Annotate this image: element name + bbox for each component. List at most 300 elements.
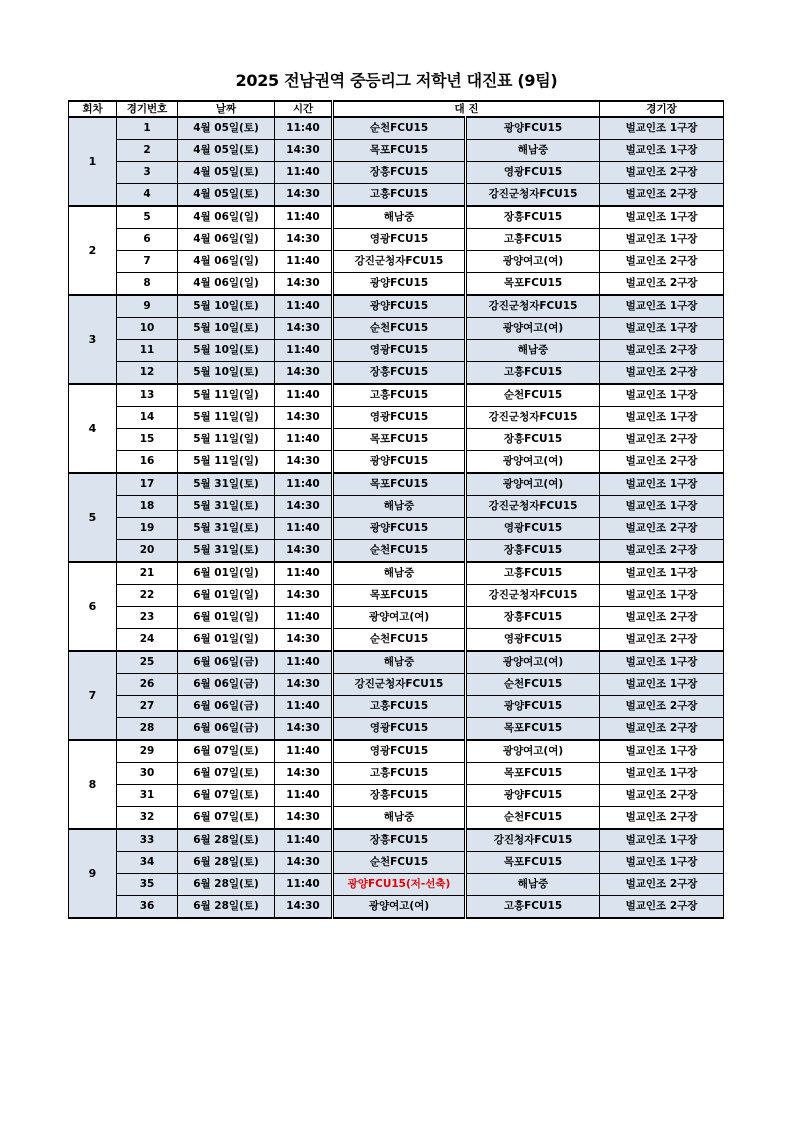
match-time-text: 11:40: [286, 745, 320, 757]
match-row: [69, 629, 724, 652]
match-date-text: 4월 05일(토): [193, 122, 259, 134]
match-date-text: 6월 06일(금): [193, 678, 259, 690]
match-number-text: 8: [143, 277, 151, 289]
home-team-text: 광양FCU15(저-선축): [347, 878, 451, 890]
match-venue-text: 벌교인조 1구장: [625, 322, 698, 334]
match-date: [178, 407, 275, 429]
away-team-text: 장흥FCU15: [503, 433, 563, 445]
match-venue: [600, 451, 724, 474]
match-venue: [600, 696, 724, 718]
match-time-text: 11:40: [286, 389, 320, 401]
away-team: [466, 651, 600, 674]
match-number: [117, 429, 178, 451]
match-number-text: 35: [139, 878, 155, 890]
away-team-text: 광양여고(여): [502, 455, 564, 467]
home-team: [333, 674, 466, 696]
match-number-text: 23: [139, 611, 155, 623]
match-number: [117, 229, 178, 251]
match-number-text: 24: [139, 633, 155, 645]
match-row: [69, 496, 724, 518]
away-team: [466, 562, 600, 585]
match-venue-text: 벌교인조 2구장: [625, 366, 698, 378]
match-row: [69, 874, 724, 896]
match-date-text: 6월 06일(금): [193, 700, 259, 712]
match-row: [69, 407, 724, 429]
match-date-text: 5월 10일(토): [193, 344, 259, 356]
round-number: 4: [69, 384, 117, 473]
header-venue: 경기장: [600, 101, 724, 117]
match-date: [178, 362, 275, 385]
home-team: [333, 896, 466, 919]
match-number: [117, 740, 178, 763]
match-venue: [600, 496, 724, 518]
match-time: [275, 384, 333, 407]
match-time-text: 11:40: [286, 878, 320, 890]
match-venue: [600, 229, 724, 251]
home-team-text: 광양FCU15: [369, 300, 429, 312]
match-number-text: 9: [143, 300, 151, 312]
away-team-text: 광양여고(여): [502, 322, 564, 334]
away-team: [466, 518, 600, 540]
match-number-text: 22: [139, 589, 155, 601]
match-date-text: 6월 07일(토): [193, 767, 259, 779]
match-time-text: 14:30: [286, 811, 320, 823]
match-time-text: 14:30: [286, 633, 320, 645]
match-time-text: 14:30: [286, 366, 320, 378]
match-date-text: 4월 06일(일): [193, 211, 259, 223]
match-venue: [600, 184, 724, 207]
home-team: [333, 251, 466, 273]
home-team-text: 강진군청자FCU15: [354, 255, 444, 267]
match-venue: [600, 407, 724, 429]
home-team-text: 순천FCU15: [369, 544, 429, 556]
match-number-text: 10: [139, 322, 155, 334]
home-team: [333, 318, 466, 340]
match-number: [117, 852, 178, 874]
match-time-text: 11:40: [286, 122, 320, 134]
match-number: [117, 807, 178, 830]
match-row: [69, 140, 724, 162]
match-venue: [600, 785, 724, 807]
away-team: [466, 206, 600, 229]
match-date: [178, 807, 275, 830]
home-team-text: 영광FCU15: [369, 233, 429, 245]
match-date: [178, 696, 275, 718]
match-venue-text: 벌교인조 1구장: [625, 211, 698, 223]
match-venue: [600, 874, 724, 896]
match-venue: [600, 273, 724, 296]
match-number: [117, 874, 178, 896]
home-team: [333, 629, 466, 652]
match-time-text: 11:40: [286, 656, 320, 668]
match-venue: [600, 629, 724, 652]
match-number: [117, 785, 178, 807]
away-team-text: 목포FCU15: [503, 277, 563, 289]
match-time: [275, 785, 333, 807]
match-time-text: 11:40: [286, 433, 320, 445]
home-team: [333, 162, 466, 184]
match-venue-text: 벌교인조 2구장: [625, 700, 698, 712]
match-time-text: 11:40: [286, 834, 320, 846]
home-team: [333, 829, 466, 852]
away-team: [466, 785, 600, 807]
round-number: 8: [69, 740, 117, 829]
match-time-text: 11:40: [286, 255, 320, 267]
match-time-text: 11:40: [286, 166, 320, 178]
match-number-text: 16: [139, 455, 155, 467]
match-row: [69, 340, 724, 362]
match-date: [178, 718, 275, 741]
match-date-text: 6월 07일(토): [193, 789, 259, 801]
match-row: [69, 318, 724, 340]
match-time-text: 11:40: [286, 567, 320, 579]
match-time: [275, 896, 333, 919]
home-team-text: 해남중: [383, 811, 415, 823]
match-time: [275, 117, 333, 140]
match-date: [178, 273, 275, 296]
match-venue-text: 벌교인조 1구장: [625, 567, 698, 579]
match-time-text: 14:30: [286, 144, 320, 156]
schedule-body: [69, 117, 724, 918]
home-team-text: 해남중: [383, 567, 415, 579]
home-team-text: 해남중: [383, 656, 415, 668]
header-round: 회차: [69, 101, 117, 117]
match-number-text: 4: [143, 188, 151, 200]
match-venue-text: 벌교인조 1구장: [625, 834, 698, 846]
home-team-text: 영광FCU15: [369, 745, 429, 757]
match-number: [117, 184, 178, 207]
match-time: [275, 206, 333, 229]
home-team-text: 순천FCU15: [369, 122, 429, 134]
schedule-table: [68, 100, 724, 919]
match-number: [117, 585, 178, 607]
match-number: [117, 896, 178, 919]
away-team: [466, 340, 600, 362]
match-time-text: 14:30: [286, 722, 320, 734]
match-venue-text: 벌교인조 2구장: [625, 722, 698, 734]
round-number: 5: [69, 473, 117, 562]
match-date: [178, 763, 275, 785]
home-team: [333, 384, 466, 407]
away-team: [466, 540, 600, 563]
match-date-text: 5월 11일(일): [193, 411, 259, 423]
match-date-text: 6월 07일(토): [193, 811, 259, 823]
match-date: [178, 874, 275, 896]
match-number-text: 1: [143, 122, 151, 134]
home-team: [333, 362, 466, 385]
match-number-text: 3: [143, 166, 151, 178]
home-team: [333, 273, 466, 296]
match-row: [69, 852, 724, 874]
match-time: [275, 318, 333, 340]
away-team: [466, 384, 600, 407]
match-venue: [600, 607, 724, 629]
away-team-text: 강진군청자FCU15: [488, 300, 578, 312]
match-row: [69, 229, 724, 251]
match-venue: [600, 763, 724, 785]
away-team-text: 강진군청자FCU15: [488, 589, 578, 601]
match-date-text: 5월 31일(토): [193, 544, 259, 556]
away-team: [466, 473, 600, 496]
match-venue-text: 벌교인조 2구장: [625, 188, 698, 200]
match-row: [69, 696, 724, 718]
match-date-text: 6월 28일(토): [193, 834, 259, 846]
home-team-text: 해남중: [383, 500, 415, 512]
away-team-text: 순천FCU15: [503, 389, 563, 401]
match-date: [178, 295, 275, 318]
header-row: [69, 101, 724, 117]
header-date: 날짜: [178, 101, 275, 117]
match-time-text: 14:30: [286, 411, 320, 423]
match-date: [178, 429, 275, 451]
match-row: [69, 807, 724, 830]
match-row: [69, 785, 724, 807]
away-team-text: 영광FCU15: [503, 522, 563, 534]
match-number: [117, 674, 178, 696]
match-venue-text: 벌교인조 2구장: [625, 633, 698, 645]
match-time-text: 14:30: [286, 500, 320, 512]
away-team-text: 고흥FCU15: [503, 366, 563, 378]
match-venue: [600, 674, 724, 696]
match-time-text: 14:30: [286, 455, 320, 467]
away-team: [466, 852, 600, 874]
match-number-text: 6: [143, 233, 151, 245]
match-date: [178, 140, 275, 162]
away-team: [466, 184, 600, 207]
match-date: [178, 562, 275, 585]
round-number: 2: [69, 206, 117, 295]
match-number: [117, 362, 178, 385]
match-date-text: 6월 28일(토): [193, 878, 259, 890]
match-date-text: 5월 10일(토): [193, 366, 259, 378]
match-time-text: 11:40: [286, 789, 320, 801]
round-number: 7: [69, 651, 117, 740]
match-venue-text: 벌교인조 1구장: [625, 500, 698, 512]
away-team-text: 장흥FCU15: [503, 211, 563, 223]
match-number: [117, 162, 178, 184]
match-number: [117, 117, 178, 140]
match-number: [117, 340, 178, 362]
home-team: [333, 340, 466, 362]
away-team: [466, 874, 600, 896]
away-team: [466, 318, 600, 340]
home-team-text: 해남중: [383, 211, 415, 223]
home-team: [333, 874, 466, 896]
away-team: [466, 763, 600, 785]
match-venue-text: 벌교인조 1구장: [625, 678, 698, 690]
match-time: [275, 829, 333, 852]
round-number: 1: [69, 117, 117, 206]
match-number-text: 7: [143, 255, 151, 267]
match-venue: [600, 540, 724, 563]
home-team-text: 영광FCU15: [369, 344, 429, 356]
away-team-text: 목포FCU15: [503, 722, 563, 734]
match-number: [117, 629, 178, 652]
home-team: [333, 540, 466, 563]
match-date: [178, 496, 275, 518]
away-team-text: 광양여고(여): [502, 255, 564, 267]
away-team-text: 강진군청자FCU15: [488, 500, 578, 512]
match-time: [275, 295, 333, 318]
match-time: [275, 852, 333, 874]
match-date-text: 6월 01일(일): [193, 589, 259, 601]
away-team: [466, 629, 600, 652]
match-date: [178, 829, 275, 852]
match-number-text: 20: [139, 544, 155, 556]
match-venue: [600, 473, 724, 496]
home-team: [333, 607, 466, 629]
match-date: [178, 629, 275, 652]
away-team: [466, 674, 600, 696]
match-time: [275, 140, 333, 162]
match-number: [117, 251, 178, 273]
match-time: [275, 473, 333, 496]
match-date: [178, 162, 275, 184]
match-time: [275, 362, 333, 385]
match-date: [178, 896, 275, 919]
match-date-text: 5월 31일(토): [193, 522, 259, 534]
match-row: [69, 206, 724, 229]
match-venue-text: 벌교인조 1구장: [625, 745, 698, 757]
home-team: [333, 740, 466, 763]
match-time: [275, 340, 333, 362]
match-number-text: 27: [139, 700, 155, 712]
home-team: [333, 229, 466, 251]
match-number: [117, 496, 178, 518]
match-number-text: 18: [139, 500, 155, 512]
match-row: [69, 540, 724, 563]
match-time-text: 11:40: [286, 522, 320, 534]
home-team: [333, 696, 466, 718]
away-team-text: 목포FCU15: [503, 856, 563, 868]
match-row: [69, 384, 724, 407]
match-date: [178, 451, 275, 474]
match-number-text: 21: [139, 567, 155, 579]
away-team-text: 광양여고(여): [502, 478, 564, 490]
match-time: [275, 629, 333, 652]
match-time: [275, 807, 333, 830]
home-team-text: 영광FCU15: [369, 411, 429, 423]
match-date-text: 6월 06일(금): [193, 656, 259, 668]
away-team-text: 해남중: [517, 878, 549, 890]
match-row: [69, 829, 724, 852]
match-venue-text: 벌교인조 1구장: [625, 589, 698, 601]
match-number: [117, 651, 178, 674]
header-time: 시간: [275, 101, 333, 117]
match-date-text: 6월 28일(토): [193, 856, 259, 868]
home-team: [333, 117, 466, 140]
match-number-text: 32: [139, 811, 155, 823]
home-team-text: 순천FCU15: [369, 856, 429, 868]
match-row: [69, 896, 724, 919]
match-date-text: 4월 06일(일): [193, 233, 259, 245]
home-team-text: 영광FCU15: [369, 722, 429, 734]
match-venue-text: 벌교인조 1구장: [625, 300, 698, 312]
match-date: [178, 607, 275, 629]
match-date-text: 4월 05일(토): [193, 188, 259, 200]
match-time: [275, 763, 333, 785]
match-row: [69, 562, 724, 585]
match-time-text: 14:30: [286, 188, 320, 200]
match-date-text: 5월 10일(토): [193, 322, 259, 334]
match-venue: [600, 651, 724, 674]
match-date: [178, 674, 275, 696]
away-team: [466, 117, 600, 140]
match-venue-text: 벌교인조 2구장: [625, 433, 698, 445]
away-team-text: 강진군청자FCU15: [488, 411, 578, 423]
match-date-text: 6월 01일(일): [193, 567, 259, 579]
match-venue-text: 벌교인조 1구장: [625, 122, 698, 134]
match-date-text: 5월 11일(일): [193, 389, 259, 401]
match-number: [117, 607, 178, 629]
match-venue-text: 벌교인조 2구장: [625, 166, 698, 178]
home-team-text: 광양FCU15: [369, 522, 429, 534]
match-row: [69, 585, 724, 607]
match-date-text: 5월 11일(일): [193, 433, 259, 445]
match-time-text: 11:40: [286, 478, 320, 490]
away-team: [466, 429, 600, 451]
home-team-text: 강진군청자FCU15: [354, 678, 444, 690]
match-date: [178, 229, 275, 251]
match-number: [117, 696, 178, 718]
home-team-text: 고흥FCU15: [369, 188, 429, 200]
match-time: [275, 251, 333, 273]
match-number: [117, 473, 178, 496]
match-time-text: 14:30: [286, 856, 320, 868]
home-team-text: 순천FCU15: [369, 633, 429, 645]
match-venue: [600, 340, 724, 362]
away-team-text: 순천FCU15: [503, 678, 563, 690]
away-team: [466, 829, 600, 852]
match-date-text: 6월 07일(토): [193, 745, 259, 757]
match-number-text: 33: [139, 834, 155, 846]
home-team: [333, 473, 466, 496]
match-time-text: 14:30: [286, 900, 320, 912]
home-team: [333, 140, 466, 162]
away-team: [466, 140, 600, 162]
match-venue-text: 벌교인조 2구장: [625, 255, 698, 267]
away-team: [466, 229, 600, 251]
match-row: [69, 251, 724, 273]
match-time: [275, 451, 333, 474]
match-number: [117, 451, 178, 474]
match-date-text: 6월 28일(토): [193, 900, 259, 912]
match-time-text: 14:30: [286, 277, 320, 289]
away-team-text: 광양FCU15: [503, 122, 563, 134]
match-number-text: 15: [139, 433, 155, 445]
match-row: [69, 473, 724, 496]
match-venue: [600, 318, 724, 340]
away-team: [466, 696, 600, 718]
match-row: [69, 162, 724, 184]
home-team-text: 목포FCU15: [369, 478, 429, 490]
match-time-text: 11:40: [286, 211, 320, 223]
match-date: [178, 206, 275, 229]
away-team: [466, 807, 600, 830]
match-venue-text: 벌교인조 1구장: [625, 767, 698, 779]
match-venue: [600, 251, 724, 273]
match-venue: [600, 829, 724, 852]
home-team-text: 광양FCU15: [369, 277, 429, 289]
match-venue: [600, 429, 724, 451]
match-number: [117, 763, 178, 785]
match-number-text: 11: [139, 344, 155, 356]
away-team-text: 장흥FCU15: [503, 544, 563, 556]
home-team: [333, 206, 466, 229]
match-time-text: 14:30: [286, 322, 320, 334]
match-row: [69, 718, 724, 741]
match-venue-text: 벌교인조 1구장: [625, 389, 698, 401]
